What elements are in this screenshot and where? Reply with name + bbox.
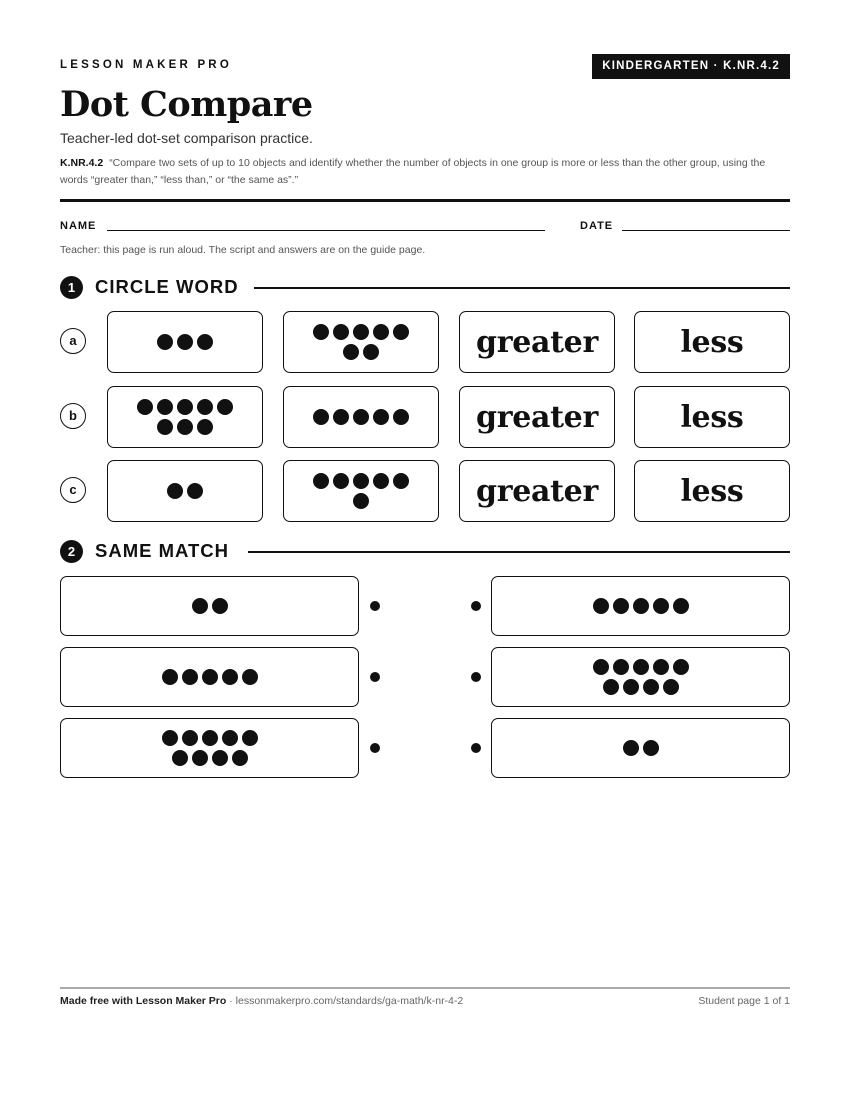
dot [663, 679, 679, 695]
dot-card-right [283, 311, 439, 373]
dot [177, 419, 193, 435]
match-card-right [491, 647, 790, 707]
word-card-less[interactable] [634, 460, 790, 522]
footer-page-number: Student page 1 of 1 [698, 995, 790, 1007]
match-card-right [491, 718, 790, 778]
word-less: less [680, 399, 744, 435]
dot [353, 493, 369, 509]
footer-made-with: Made free with Lesson Maker Pro [60, 995, 227, 1007]
dot-row [313, 409, 409, 425]
dot-row [157, 334, 213, 350]
word-card-greater[interactable] [459, 311, 615, 373]
dot [623, 679, 639, 695]
dot [633, 598, 649, 614]
page-subtitle: Teacher-led dot-set comparison practice. [60, 130, 313, 146]
match-connector-right[interactable] [471, 672, 481, 682]
dot [157, 334, 173, 350]
dot [373, 324, 389, 340]
page-title: Dot Compare [60, 84, 313, 125]
dot-row [353, 493, 369, 509]
dot [192, 750, 208, 766]
match-connector-right[interactable] [471, 601, 481, 611]
dot [242, 730, 258, 746]
dot [222, 669, 238, 685]
dot [197, 399, 213, 415]
worksheet-page [60, 0, 790, 1100]
match-connector-left[interactable] [370, 601, 380, 611]
dot [167, 483, 183, 499]
dot [673, 598, 689, 614]
section-number-badge: 2 [60, 540, 83, 563]
match-connector-left[interactable] [370, 672, 380, 682]
footer-credit [60, 995, 463, 1007]
match-card-left [60, 576, 359, 636]
dot [593, 598, 609, 614]
dot [643, 740, 659, 756]
word-less: less [680, 473, 744, 509]
dot [353, 324, 369, 340]
dot [177, 399, 193, 415]
dot [202, 669, 218, 685]
dot [182, 730, 198, 746]
match-connector-right[interactable] [471, 743, 481, 753]
dot-row [162, 730, 258, 746]
dot [172, 750, 188, 766]
section-title: SAME MATCH [95, 540, 230, 561]
section-same-match-header [60, 538, 790, 564]
dot [197, 419, 213, 435]
name-label: NAME [60, 220, 97, 232]
dot-row [192, 598, 228, 614]
dot [613, 659, 629, 675]
dot-row [343, 344, 379, 360]
date-field[interactable] [622, 230, 790, 231]
dot [393, 409, 409, 425]
dot-card-right [283, 460, 439, 522]
dot [162, 730, 178, 746]
dot-row [137, 399, 233, 415]
dot [613, 598, 629, 614]
dot-row [593, 598, 689, 614]
date-label: DATE [580, 220, 614, 232]
dot [333, 324, 349, 340]
dot [623, 740, 639, 756]
dot [363, 344, 379, 360]
dot [393, 324, 409, 340]
match-connector-left[interactable] [370, 743, 380, 753]
dot [653, 659, 669, 675]
dot [177, 334, 193, 350]
dot [313, 409, 329, 425]
section-title: CIRCLE WORD [95, 276, 239, 297]
dot [313, 324, 329, 340]
word-card-greater[interactable] [459, 460, 615, 522]
dot [182, 669, 198, 685]
dot [212, 750, 228, 766]
dot [197, 334, 213, 350]
dot-row [313, 473, 409, 489]
word-greater: greater [476, 473, 598, 509]
dot [343, 344, 359, 360]
dot [232, 750, 248, 766]
dot [242, 669, 258, 685]
dot-row [593, 659, 689, 675]
dot [212, 598, 228, 614]
dot [202, 730, 218, 746]
dot [393, 473, 409, 489]
section-divider [248, 551, 790, 553]
dot [162, 669, 178, 685]
dot-row [167, 483, 203, 499]
dot [333, 409, 349, 425]
dot [333, 473, 349, 489]
word-card-less[interactable] [634, 311, 790, 373]
row-letter-b: b [60, 403, 86, 429]
word-less: less [680, 324, 744, 360]
brand-name: LESSON MAKER PRO [60, 59, 232, 71]
dot [157, 399, 173, 415]
dot [643, 679, 659, 695]
dot-card-right [283, 386, 439, 448]
word-greater: greater [476, 324, 598, 360]
dot-row [313, 324, 409, 340]
section-circle-word-header [60, 274, 790, 300]
dot [673, 659, 689, 675]
standard-code: K.NR.4.2 [60, 157, 104, 169]
dot-row [623, 740, 659, 756]
dot-card-left [107, 460, 263, 522]
dot-row [157, 419, 213, 435]
dot-row [162, 669, 258, 685]
dot-row [172, 750, 248, 766]
dot [313, 473, 329, 489]
header-divider [60, 199, 790, 202]
dot [187, 483, 203, 499]
match-card-left [60, 647, 359, 707]
word-card-greater[interactable] [459, 386, 615, 448]
match-card-left [60, 718, 359, 778]
dot [373, 473, 389, 489]
dot-card-left [107, 386, 263, 448]
row-letter-c: c [60, 477, 86, 503]
section-divider [254, 287, 790, 289]
standard-description [60, 155, 790, 189]
dot [137, 399, 153, 415]
name-field[interactable] [107, 230, 545, 231]
dot [593, 659, 609, 675]
dot [653, 598, 669, 614]
dot [157, 419, 173, 435]
dot [217, 399, 233, 415]
dot [222, 730, 238, 746]
dot [192, 598, 208, 614]
dot [373, 409, 389, 425]
dot [603, 679, 619, 695]
dot [633, 659, 649, 675]
footer-divider [60, 987, 790, 989]
match-card-right [491, 576, 790, 636]
grade-standard-badge: KINDERGARTEN · K.NR.4.2 [592, 54, 790, 79]
word-greater: greater [476, 399, 598, 435]
word-card-less[interactable] [634, 386, 790, 448]
section-number-badge: 1 [60, 276, 83, 299]
teacher-note: Teacher: this page is run aloud. The script and answers are on the guide page. [60, 244, 426, 256]
footer-url: · lessonmakerpro.com/standards/ga-math/k-nr-4-2 [226, 995, 464, 1007]
dot-card-left [107, 311, 263, 373]
dot [353, 473, 369, 489]
dot-row [603, 679, 679, 695]
dot [353, 409, 369, 425]
standard-text: “Compare two sets of up to 10 objects and identify whether the number of objects in one group is more or less than the other group, using the words “greater than,” “less than,” or “the same as”.” [60, 157, 766, 186]
row-letter-a: a [60, 328, 86, 354]
